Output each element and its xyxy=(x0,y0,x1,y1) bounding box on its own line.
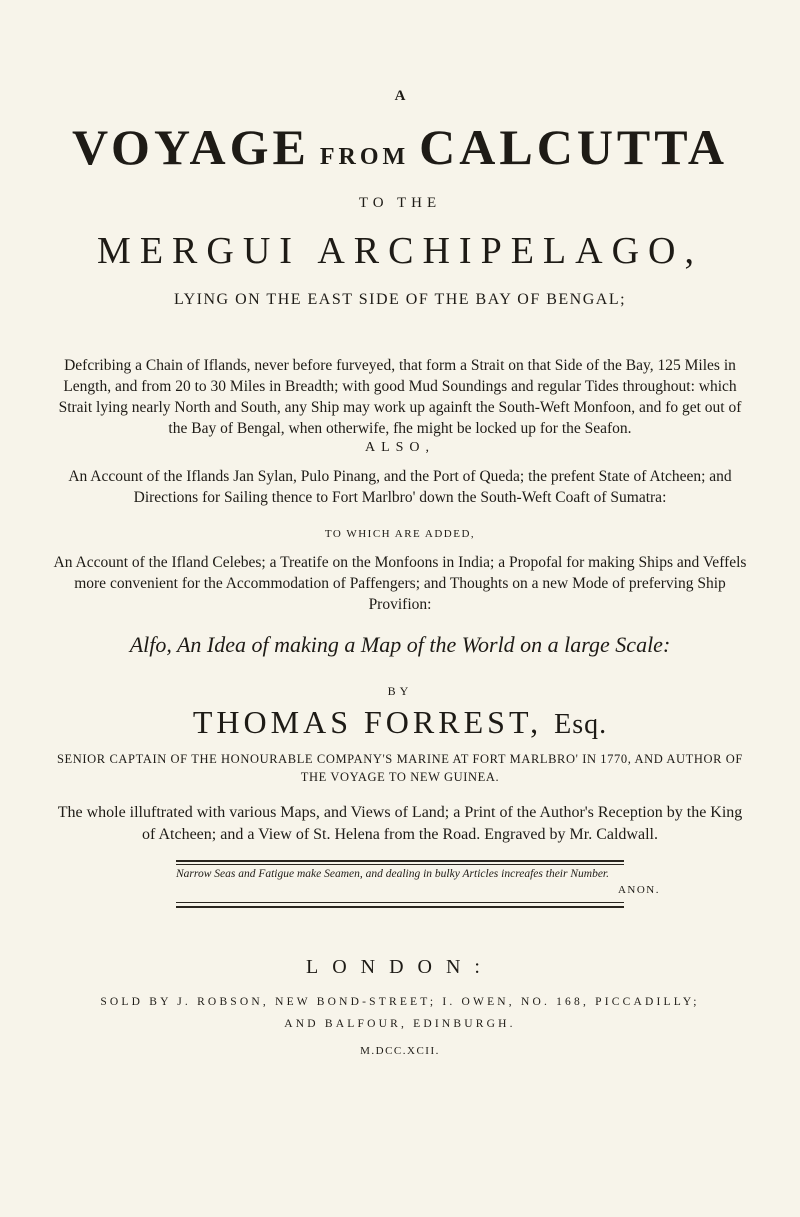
motto-author: ANON. xyxy=(617,884,660,896)
divider-top-thin xyxy=(176,864,624,865)
destination-title: MERGUI ARCHIPELAGO, xyxy=(97,230,703,272)
author-line xyxy=(0,704,800,741)
map-idea-line: Alfo, An Idea of making a Map of the World on a large Scale: xyxy=(129,632,671,657)
account-paragraph-1: An Account of the Iflands Jan Sylan, Pulo Pinang, and the Port of Queda; the prefent State of Atcheen; and Directions for Sailing thence to Fort Marlbro' down the South-Weft Coaft of Sumatra: xyxy=(68,468,732,506)
title-voyage: VOYAGE xyxy=(71,119,310,175)
author-name: THOMAS FORREST, xyxy=(192,704,543,740)
author-rank: SENIOR CAPTAIN OF THE HONOURABLE COMPANY'S MARINE AT FORT MARLBRO' IN 1770, AND AUTHOR OF THE VOYAGE TO NEW GUINEA. xyxy=(57,752,743,784)
imprint-year: M.DCC.XCII. xyxy=(360,1045,440,1057)
to-the-line: TO THE xyxy=(358,195,442,211)
description-paragraph: Defcribing a Chain of Iflands, never before furveyed, that form a Strait on that Side of the Bay, 125 Miles in Length, and from 20 to 30 Miles in Breadth; with good Mud Soundings and regular Tides throughout: which Strait lying nearly North and South, any Ship may work up againft the South-Weft Monfoon, and fo get out of the Bay of Bengal, when otherwife, fhe might be locked up for the Seafon. xyxy=(58,357,742,437)
title-from: FROM xyxy=(319,144,410,170)
illustrations-note: The whole illuftrated with various Maps, and Views of Land; a Print of the Author's Reception by the King of Atcheen; and a View of St. Helena from the Road. Engraved by Mr. Caldwall. xyxy=(57,804,743,843)
also-heading: ALSO, xyxy=(364,440,436,455)
by-label: BY xyxy=(387,684,413,698)
divider-bottom xyxy=(176,906,624,908)
motto: Narrow Seas and Fatigue make Seamen, and dealing in bulky Articles increafes their Number. xyxy=(176,868,609,880)
added-heading: TO WHICH ARE ADDED, xyxy=(324,528,476,540)
author-suffix: Esq. xyxy=(554,709,608,740)
title-calcutta: CALCUTTA xyxy=(419,119,729,175)
location-line: LYING ON THE EAST SIDE OF THE BAY OF BENGAL; xyxy=(173,291,627,308)
main-title xyxy=(0,118,800,176)
divider-bottom-thin xyxy=(176,902,624,903)
title-article: A xyxy=(394,88,406,104)
imprint-sellers-1: SOLD BY J. ROBSON, NEW BOND-STREET; I. OWEN, NO. 168, PICCADILLY; xyxy=(100,996,700,1008)
divider-top xyxy=(176,860,624,862)
imprint-city: LONDON: xyxy=(306,956,494,978)
imprint-sellers-2: AND BALFOUR, EDINBURGH. xyxy=(284,1018,516,1030)
account-paragraph-2: An Account of the Ifland Celebes; a Treatife on the Monfoons in India; a Propofal for making Ships and Veffels more convenient for the Accommodation of Paffengers; and Thoughts on a new Mode of preferving Ship Provifion: xyxy=(53,554,747,613)
